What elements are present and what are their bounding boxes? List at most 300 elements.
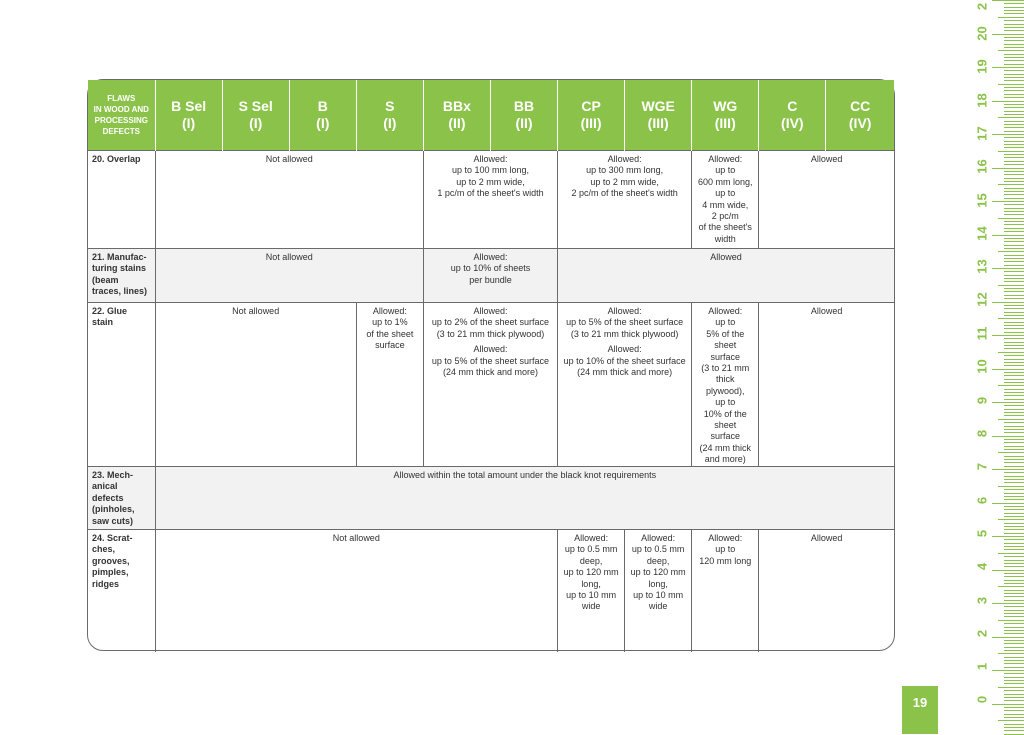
requirement-cell xyxy=(692,151,759,249)
ruler-tick xyxy=(998,84,1024,85)
cell-line: (24 mm thick and more) xyxy=(442,367,538,378)
ruler-tick xyxy=(1004,147,1024,148)
ruler-tick xyxy=(992,670,1024,671)
ruler-tick xyxy=(998,419,1024,420)
ruler-tick xyxy=(1004,506,1024,507)
ruler-number: 9 xyxy=(974,396,990,405)
ruler-tick xyxy=(1004,37,1024,38)
cell-line: up to 2 mm wide, xyxy=(590,176,659,187)
cell-line: up to 10 mm xyxy=(566,590,617,601)
defect-label-line: 22. Glue xyxy=(92,306,128,316)
grade-name: CP xyxy=(581,98,601,114)
ruler-tick xyxy=(1004,87,1024,88)
ruler-tick xyxy=(1004,27,1024,28)
ruler-tick xyxy=(1004,446,1024,447)
ruler-number: 17 xyxy=(974,126,990,141)
cell-line: per bundle xyxy=(469,274,512,285)
header-grade-c xyxy=(759,80,826,151)
ruler-number: 4 xyxy=(974,562,990,571)
ruler-tick xyxy=(1004,647,1024,648)
header-grade-s xyxy=(356,80,423,151)
cell-line: up to xyxy=(715,397,736,408)
ruler-tick xyxy=(1004,549,1024,550)
ruler-tick xyxy=(1004,657,1024,658)
ruler-number: 13 xyxy=(974,259,990,274)
defect-label-line: defects xyxy=(92,492,124,503)
ruler-tick xyxy=(992,402,1024,403)
cell-line: up to xyxy=(715,317,736,328)
side-ruler xyxy=(974,0,1024,734)
ruler-tick xyxy=(998,285,1024,286)
ruler-tick xyxy=(1004,412,1024,413)
ruler-tick xyxy=(1004,439,1024,440)
ruler-tick xyxy=(1004,690,1024,691)
header-flaws-line: DEFECTS xyxy=(102,127,140,136)
ruler-tick xyxy=(998,385,1024,386)
cell-line: Not allowed xyxy=(232,306,280,316)
cell-line: Allowed xyxy=(810,533,843,543)
ruler-tick xyxy=(1004,714,1024,715)
grade-name: S Sel xyxy=(238,98,273,114)
cell-line: up to 10 mm xyxy=(633,590,684,601)
ruler-tick xyxy=(1004,107,1024,108)
ruler-tick xyxy=(1004,523,1024,524)
cell-line: deep, xyxy=(646,555,670,566)
grade-group: (I) xyxy=(182,115,196,131)
ruler-tick xyxy=(992,436,1024,437)
header-grade-b-sel xyxy=(155,80,222,151)
grade-group: (II) xyxy=(448,115,466,131)
cell-line: 2 pc/m of the sheet's width xyxy=(571,188,678,199)
ruler-tick xyxy=(1004,489,1024,490)
cell-line: sheet xyxy=(714,340,737,351)
cell-line: Allowed: xyxy=(473,154,508,164)
cell-line: up to 120 mm xyxy=(563,567,619,578)
ruler-tick xyxy=(1004,694,1024,695)
ruler-tick xyxy=(1004,560,1024,561)
ruler-tick xyxy=(1004,623,1024,624)
ruler-tick xyxy=(992,101,1024,102)
cell-line: 5% of the xyxy=(706,328,745,339)
header-grade-wg xyxy=(692,80,759,151)
grade-name: S xyxy=(385,98,395,114)
ruler-tick xyxy=(1004,359,1024,360)
ruler-tick xyxy=(1004,70,1024,71)
ruler-number: 2 xyxy=(974,2,990,11)
ruler-tick xyxy=(1004,496,1024,497)
cell-line: up to 10% of the sheet surface xyxy=(563,355,686,366)
ruler-tick xyxy=(1004,466,1024,467)
ruler-tick xyxy=(998,352,1024,353)
cell-line: of the sheet's xyxy=(698,222,752,233)
defect-label-line: stain xyxy=(92,317,114,328)
ruler-tick xyxy=(992,536,1024,537)
grade-group: (I) xyxy=(316,115,330,131)
cell-line: up to 5% of the sheet surface xyxy=(431,355,549,366)
defect-label-line: ches, xyxy=(92,544,116,555)
grade-name: CC xyxy=(850,98,871,114)
ruler-tick xyxy=(1004,493,1024,494)
requirement-cell xyxy=(759,530,894,652)
ruler-tick xyxy=(1004,342,1024,343)
ruler-tick xyxy=(1004,667,1024,668)
ruler-tick xyxy=(1004,281,1024,282)
ruler-tick xyxy=(1004,509,1024,510)
header-row xyxy=(88,80,894,151)
defects-table xyxy=(88,80,894,652)
ruler-tick xyxy=(1004,144,1024,145)
ruler-tick xyxy=(1004,730,1024,731)
cell-line: Allowed: xyxy=(607,306,642,316)
cell-line: 600 mm long, xyxy=(697,176,753,187)
ruler-tick xyxy=(1004,338,1024,339)
ruler-tick xyxy=(1004,124,1024,125)
ruler-tick xyxy=(1004,677,1024,678)
ruler-tick xyxy=(1004,214,1024,215)
requirement-cell xyxy=(759,303,894,467)
ruler-tick xyxy=(1004,261,1024,262)
cell-line: surface xyxy=(710,351,740,362)
defect-label xyxy=(88,249,155,303)
grade-name: B Sel xyxy=(171,98,207,114)
ruler-tick xyxy=(998,452,1024,453)
ruler-tick xyxy=(1004,241,1024,242)
ruler-tick xyxy=(1004,161,1024,162)
ruler-tick xyxy=(1004,650,1024,651)
ruler-number: 0 xyxy=(974,695,990,704)
cell-line: Allowed within the total amount under the black knot requirements xyxy=(393,470,657,480)
cell-line: and more) xyxy=(704,454,746,465)
ruler-tick xyxy=(1004,154,1024,155)
ruler-tick xyxy=(1004,710,1024,711)
ruler-tick xyxy=(1004,613,1024,614)
cell-line: Allowed: xyxy=(473,252,508,262)
ruler-tick xyxy=(1004,325,1024,326)
defect-label-line: turing stains xyxy=(92,263,147,274)
ruler-tick xyxy=(1004,80,1024,81)
ruler-tick xyxy=(1004,245,1024,246)
ruler-tick xyxy=(1004,426,1024,427)
ruler-number: 1 xyxy=(974,662,990,671)
ruler-tick xyxy=(1004,191,1024,192)
grade-group: (IV) xyxy=(781,115,804,131)
ruler-tick xyxy=(992,134,1024,135)
ruler-tick xyxy=(998,687,1024,688)
cell-line: up to 0.5 mm xyxy=(564,544,618,555)
ruler-tick xyxy=(1004,121,1024,122)
ruler-tick xyxy=(1004,231,1024,232)
ruler-tick xyxy=(1004,442,1024,443)
ruler-tick xyxy=(998,553,1024,554)
ruler-tick xyxy=(1004,164,1024,165)
cell-line: surface xyxy=(710,431,740,442)
ruler-tick xyxy=(1004,472,1024,473)
cell-line: (24 mm thick xyxy=(699,442,751,453)
ruler-tick xyxy=(1004,395,1024,396)
ruler-tick xyxy=(1004,157,1024,158)
cell-line: Allowed: xyxy=(708,154,743,164)
ruler-number: 7 xyxy=(974,462,990,471)
page-number: 19 xyxy=(902,686,938,734)
ruler-tick xyxy=(992,201,1024,202)
ruler-tick xyxy=(1004,449,1024,450)
grade-group: (II) xyxy=(515,115,533,131)
cell-line: Allowed: xyxy=(372,306,407,316)
cell-line: up to 1% xyxy=(372,317,408,328)
ruler-tick xyxy=(1004,30,1024,31)
ruler-tick xyxy=(1004,673,1024,674)
header-grade-cp xyxy=(558,80,625,151)
ruler-tick xyxy=(992,268,1024,269)
cell-line: 10% of the xyxy=(703,408,747,419)
ruler-number: 12 xyxy=(974,292,990,307)
defect-label-line: 23. Mech- xyxy=(92,470,134,480)
table-row xyxy=(88,151,894,249)
ruler-tick xyxy=(998,151,1024,152)
requirement-cell xyxy=(558,530,625,652)
cell-line: up to xyxy=(715,544,736,555)
cell-line: up to 100 mm long, xyxy=(451,165,529,176)
ruler-tick xyxy=(1004,131,1024,132)
cell-line: long, xyxy=(581,578,601,589)
ruler-number: 18 xyxy=(974,93,990,108)
defect-label-line: (beam xyxy=(92,274,119,285)
ruler-tick xyxy=(998,117,1024,118)
ruler-tick xyxy=(1004,583,1024,584)
ruler-tick xyxy=(992,67,1024,68)
cell-line: Allowed xyxy=(810,154,843,164)
ruler-tick xyxy=(1004,298,1024,299)
ruler-tick xyxy=(1004,228,1024,229)
ruler-tick xyxy=(1004,64,1024,65)
ruler-tick xyxy=(1004,208,1024,209)
cell-line: Not allowed xyxy=(265,154,313,164)
ruler-tick xyxy=(1004,499,1024,500)
ruler-tick xyxy=(1004,322,1024,323)
ruler-tick xyxy=(998,218,1024,219)
defect-label xyxy=(88,303,155,467)
requirement-cell xyxy=(558,303,692,467)
defects-table-body xyxy=(88,151,894,652)
cell-line: (24 mm thick and more) xyxy=(577,367,673,378)
ruler-tick xyxy=(1004,305,1024,306)
ruler-tick xyxy=(992,637,1024,638)
header-grade-cc xyxy=(826,80,894,151)
ruler-tick xyxy=(1004,77,1024,78)
ruler-tick xyxy=(1004,44,1024,45)
cell-line: Allowed: xyxy=(607,154,642,164)
ruler-tick xyxy=(1004,288,1024,289)
defect-label xyxy=(88,530,155,652)
ruler-tick xyxy=(1004,171,1024,172)
table-row xyxy=(88,303,894,467)
ruler-tick xyxy=(1004,295,1024,296)
header-flaws-line: IN WOOD AND xyxy=(93,105,149,114)
cell-line: 120 mm long xyxy=(699,555,752,566)
ruler-tick xyxy=(1004,3,1024,4)
cell-line: plywood), xyxy=(705,385,745,396)
requirement-cell xyxy=(423,249,557,303)
cell-line: Not allowed xyxy=(265,252,313,262)
requirement-cell xyxy=(692,530,759,652)
ruler-tick xyxy=(1004,600,1024,601)
ruler-tick xyxy=(1004,258,1024,259)
grade-name: B xyxy=(317,98,328,114)
ruler-tick xyxy=(1004,275,1024,276)
ruler-tick xyxy=(1004,660,1024,661)
ruler-tick xyxy=(1004,60,1024,61)
grade-name: WGE xyxy=(641,98,675,114)
ruler-tick xyxy=(998,653,1024,654)
ruler-tick xyxy=(992,704,1024,705)
cell-line: up to 2% of the sheet surface xyxy=(431,317,549,328)
defect-label-line: 24. Scrat- xyxy=(92,533,133,543)
ruler-tick xyxy=(1004,97,1024,98)
ruler-tick xyxy=(1004,308,1024,309)
ruler-tick xyxy=(992,34,1024,35)
defect-label-line: anical xyxy=(92,481,118,492)
ruler-tick xyxy=(1004,332,1024,333)
defect-label xyxy=(88,467,155,530)
ruler-tick xyxy=(1004,382,1024,383)
ruler-tick xyxy=(992,0,1024,1)
cell-line: Allowed xyxy=(810,306,843,316)
requirement-cell xyxy=(155,151,423,249)
cell-line: up to 5% of the sheet surface xyxy=(566,317,684,328)
ruler-number: 8 xyxy=(974,429,990,438)
header-grade-wge xyxy=(625,80,692,151)
cell-line: (3 to 21 mm thick plywood) xyxy=(436,328,545,339)
requirement-cell xyxy=(625,530,692,652)
ruler-tick xyxy=(998,17,1024,18)
ruler-tick xyxy=(1004,198,1024,199)
ruler-tick xyxy=(1004,680,1024,681)
ruler-tick xyxy=(1004,248,1024,249)
defect-label xyxy=(88,151,155,249)
ruler-tick xyxy=(1004,573,1024,574)
ruler-tick xyxy=(1004,543,1024,544)
ruler-tick xyxy=(1004,580,1024,581)
ruler-tick xyxy=(998,720,1024,721)
cell-line: Allowed: xyxy=(641,533,676,543)
cell-line: long, xyxy=(648,578,668,589)
ruler-tick xyxy=(1004,590,1024,591)
header-grade-b xyxy=(289,80,356,151)
cell-line: Allowed xyxy=(710,252,742,262)
grade-name: BBx xyxy=(442,98,471,114)
ruler-tick xyxy=(1004,717,1024,718)
ruler-tick xyxy=(1004,362,1024,363)
ruler-tick xyxy=(1004,224,1024,225)
table-row xyxy=(88,530,894,652)
ruler-tick xyxy=(1004,24,1024,25)
cell-line: up to 10% of sheets xyxy=(450,263,531,274)
ruler-tick xyxy=(1004,529,1024,530)
grade-group: (III) xyxy=(647,115,669,131)
ruler-number: 16 xyxy=(974,159,990,174)
ruler-tick xyxy=(1004,556,1024,557)
ruler-tick xyxy=(1004,606,1024,607)
ruler-tick xyxy=(1004,315,1024,316)
cell-line: up to 120 mm xyxy=(630,567,686,578)
defect-label-line: 21. Manufac- xyxy=(92,252,147,262)
defect-label-line: saw cuts) xyxy=(92,515,134,526)
defects-table-container xyxy=(87,79,895,651)
ruler-tick xyxy=(1004,47,1024,48)
ruler-tick xyxy=(1004,399,1024,400)
ruler-tick xyxy=(1004,375,1024,376)
ruler-tick xyxy=(1004,255,1024,256)
ruler-tick xyxy=(1004,291,1024,292)
ruler-tick xyxy=(1004,372,1024,373)
ruler-tick xyxy=(1004,392,1024,393)
ruler-tick xyxy=(998,486,1024,487)
ruler-tick xyxy=(1004,328,1024,329)
ruler-tick xyxy=(1004,596,1024,597)
ruler-tick xyxy=(1004,516,1024,517)
ruler-tick xyxy=(1004,94,1024,95)
cell-line: Allowed: xyxy=(574,533,609,543)
ruler-tick xyxy=(1004,643,1024,644)
cell-line: up to 2 mm wide, xyxy=(456,176,525,187)
ruler-tick xyxy=(998,519,1024,520)
defect-label-line: pimples, xyxy=(92,567,129,578)
requirement-cell xyxy=(558,151,692,249)
ruler-tick xyxy=(1004,633,1024,634)
ruler-tick xyxy=(1004,238,1024,239)
ruler-number: 2 xyxy=(974,629,990,638)
cell-line: of the sheet xyxy=(366,328,414,339)
ruler-tick xyxy=(1004,312,1024,313)
ruler-tick xyxy=(998,50,1024,51)
requirement-cell xyxy=(759,151,894,249)
ruler-number: 10 xyxy=(974,359,990,374)
ruler-tick xyxy=(1004,415,1024,416)
requirement-cell xyxy=(155,249,423,303)
cell-line: 1 pc/m of the sheet's width xyxy=(437,188,544,199)
ruler-tick xyxy=(992,503,1024,504)
ruler-tick xyxy=(1004,683,1024,684)
ruler-tick xyxy=(1004,127,1024,128)
ruler-tick xyxy=(1004,513,1024,514)
requirement-cell xyxy=(423,151,557,249)
cell-line: deep, xyxy=(579,555,603,566)
ruler-number: 5 xyxy=(974,529,990,538)
cell-line: up to 300 mm long, xyxy=(586,165,664,176)
defect-label-line: ridges xyxy=(92,578,120,589)
ruler-tick xyxy=(1004,13,1024,14)
ruler-tick xyxy=(1004,610,1024,611)
cell-line: wide xyxy=(581,601,601,612)
requirement-cell xyxy=(692,303,759,467)
ruler-tick xyxy=(1004,640,1024,641)
defect-label-line: 20. Overlap xyxy=(92,154,141,164)
header-grade-bbx xyxy=(423,80,490,151)
requirement-cell xyxy=(423,303,557,467)
ruler-tick xyxy=(1004,476,1024,477)
defect-label-line: traces, lines) xyxy=(92,286,148,297)
ruler-tick xyxy=(998,586,1024,587)
grade-group: (IV) xyxy=(848,115,872,131)
cell-line: Allowed: xyxy=(607,344,642,355)
ruler-tick xyxy=(1004,221,1024,222)
ruler-tick xyxy=(992,335,1024,336)
ruler-number: 15 xyxy=(974,193,990,208)
ruler-tick xyxy=(1004,462,1024,463)
grade-name: BB xyxy=(513,98,535,114)
ruler-number: 14 xyxy=(974,226,990,241)
table-row xyxy=(88,467,894,530)
